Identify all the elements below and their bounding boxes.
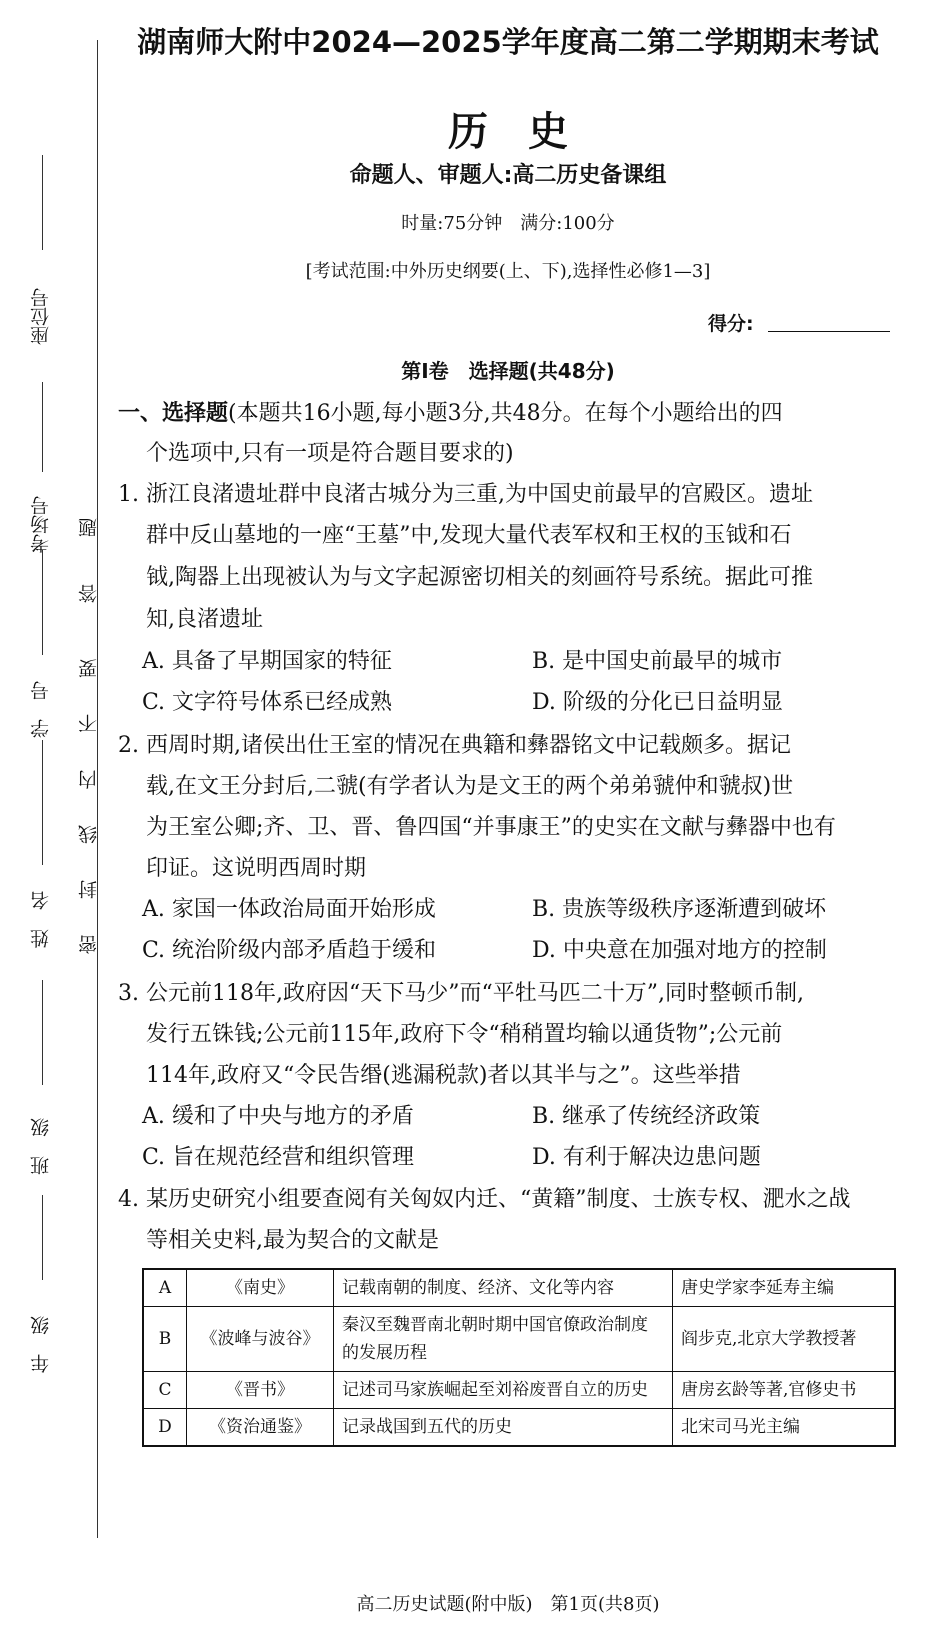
- question-4-table: [142, 1268, 896, 1447]
- table-cell-author: 北宋司马光主编: [673, 1409, 896, 1447]
- subject-title: 历 史: [448, 109, 568, 155]
- question-2-option-b[interactable]: B. 贵族等级秩序逐渐遭到破坏: [532, 897, 827, 922]
- class-label: 班 级: [30, 1118, 52, 1176]
- seal-warning-char: 内: [78, 770, 100, 789]
- table-row[interactable]: [143, 1409, 895, 1447]
- question-1-option-b[interactable]: B. 是中国史前最早的城市: [532, 649, 783, 674]
- table-cell-option: D: [143, 1409, 187, 1447]
- table-cell-desc: 秦汉至魏晋南北朝时期中国官僚政治制度的发展历程: [334, 1307, 673, 1372]
- question-3-option-d[interactable]: D. 有利于解决边患问题: [532, 1145, 761, 1170]
- binding-margin: [0, 0, 110, 1637]
- question-2-line: 2. 西周时期,诸侯出仕王室的情况在典籍和彝器铭文中记载颇多。据记: [118, 733, 791, 758]
- question-4-line: 4. 某历史研究小组要查阅有关匈奴内迁、“黄籍”制度、士族专权、淝水之战: [118, 1187, 851, 1212]
- exam-title: 湖南师大附中2024—2025学年度高二第二学期期末考试: [137, 25, 879, 59]
- question-2-option-c[interactable]: C. 统治阶级内部矛盾趋于缓和: [142, 938, 437, 963]
- question-2-line: 印证。这说明西周时期: [146, 856, 367, 881]
- question-1-line: 群中反山墓地的一座“王墓”中,发现大量代表军权和王权的玉钺和石: [146, 523, 792, 548]
- table-cell-desc: 记录战国到五代的历史: [334, 1409, 673, 1447]
- question-3-line: 3. 公元前118年,政府因“天下马少”而“平牡马匹二十万”,同时整顿币制,: [118, 981, 804, 1006]
- timing-line: 时量:75分钟 满分:100分: [401, 213, 615, 234]
- question-3-line: 发行五铢钱;公元前115年,政府下令“稍稍置均输以通货物”;公元前: [146, 1022, 783, 1047]
- score-label: 得分:: [708, 313, 754, 335]
- seat-number-line: [42, 155, 43, 250]
- question-1-option-c[interactable]: C. 文字符号体系已经成熟: [142, 690, 393, 715]
- table-cell-option: A: [143, 1269, 187, 1307]
- seal-warning-char: 封: [78, 880, 100, 899]
- seal-warning-char: 不: [78, 714, 100, 733]
- table-cell-book: 《资治通鉴》: [187, 1409, 334, 1447]
- question-4-line: 等相关史料,最为契合的文献是: [146, 1228, 439, 1253]
- question-1-option-a[interactable]: A. 具备了早期国家的特征: [142, 649, 392, 674]
- question-2-option-a[interactable]: A. 家国一体政治局面开始形成: [142, 897, 436, 922]
- exam-room-label: 考场号: [30, 496, 52, 554]
- seal-warning-char: 答: [78, 584, 100, 603]
- table-cell-author: 阎步克,北京大学教授著: [673, 1307, 896, 1372]
- table-cell-desc: 记述司马家族崛起至刘裕废晋自立的历史: [334, 1372, 673, 1409]
- question-3-option-c[interactable]: C. 旨在规范经营和组织管理: [142, 1145, 415, 1170]
- table-cell-author: 唐房玄龄等著,官修史书: [673, 1372, 896, 1409]
- scope-line: [考试范围:中外历史纲要(上、下),选择性必修1—3]: [305, 261, 711, 282]
- question-2-option-d[interactable]: D. 中央意在加强对地方的控制: [532, 938, 827, 963]
- question-2-line: 载,在文王分封后,二虢(有学者认为是文王的两个弟弟虢仲和虢叔)世: [146, 774, 794, 799]
- student-number-label: 学 号: [30, 681, 52, 739]
- table-cell-book: 《南史》: [187, 1269, 334, 1307]
- table-cell-option: C: [143, 1372, 187, 1409]
- question-1-line: 知,良渚遗址: [146, 607, 263, 632]
- student-number-line: [42, 550, 43, 655]
- binding-line: [97, 40, 98, 1538]
- table-cell-option: B: [143, 1307, 187, 1372]
- question-1-line: 1. 浙江良渚遗址群中良渚古城分为三重,为中国史前最早的宫殿区。遗址: [118, 482, 813, 507]
- part-title: 选择题(共48分): [468, 359, 615, 383]
- page-footer: 高二历史试题(附中版) 第1页(共8页): [356, 1594, 660, 1615]
- question-3-line: 114年,政府又“令民告缗(逃漏税款)者以其半与之”。这些举措: [146, 1063, 741, 1088]
- section-title: 一、选择题: [118, 401, 229, 426]
- section-intro-line: [118, 397, 898, 431]
- question-3-option-a[interactable]: A. 缓和了中央与地方的矛盾: [142, 1104, 414, 1129]
- grade-label: 年 级: [30, 1316, 52, 1374]
- section-intro-line: 个选项中,只有一项是符合题目要求的): [146, 441, 514, 466]
- name-label: 姓 名: [30, 891, 52, 949]
- question-3-option-b[interactable]: B. 继承了传统经济政策: [532, 1104, 761, 1129]
- table-row[interactable]: [143, 1372, 895, 1409]
- seal-warning-char: 密: [78, 935, 100, 954]
- question-1-line: 钺,陶器上出现被认为与文字起源密切相关的刻画符号系统。据此可推: [146, 565, 813, 590]
- question-1-option-d[interactable]: D. 阶级的分化已日益明显: [532, 690, 783, 715]
- name-line: [42, 740, 43, 865]
- part-heading: [118, 355, 898, 384]
- seat-number-label: 座位号: [30, 288, 52, 346]
- seal-warning-char: 题: [78, 518, 100, 537]
- setter-line: 命题人、审题人:高二历史备课组: [349, 163, 667, 188]
- table-row[interactable]: [143, 1307, 895, 1372]
- table-cell-desc: 记载南朝的制度、经济、文化等内容: [334, 1269, 673, 1307]
- class-line: [42, 980, 43, 1085]
- section-intro: (本题共16小题,每小题3分,共48分。在每个小题给出的四: [228, 401, 783, 426]
- exam-room-line: [42, 382, 43, 472]
- table-cell-book: 《波峰与波谷》: [187, 1307, 334, 1372]
- score-blank: [768, 331, 890, 332]
- table-row[interactable]: [143, 1269, 895, 1307]
- question-2-line: 为王室公卿;齐、卫、晋、鲁四国“并事康王”的史实在文献与彝器中也有: [146, 815, 836, 840]
- seal-warning-char: 要: [78, 659, 100, 678]
- part-number: 第Ⅰ卷: [401, 359, 449, 383]
- seal-warning-char: 线: [78, 825, 100, 844]
- grade-line: [42, 1195, 43, 1280]
- table-cell-book: 《晋书》: [187, 1372, 334, 1409]
- table-cell-author: 唐史学家李延寿主编: [673, 1269, 896, 1307]
